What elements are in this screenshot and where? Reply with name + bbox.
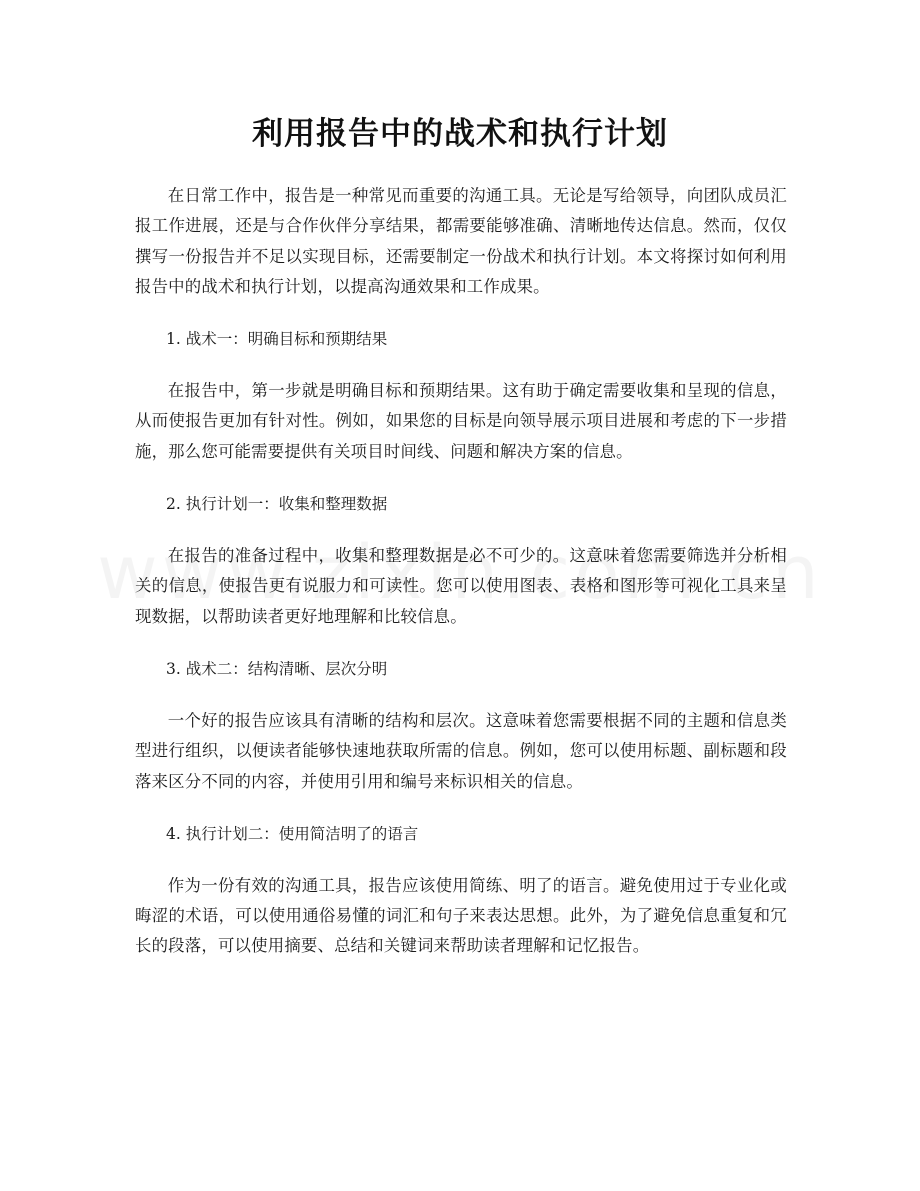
section-heading-2: 2. 执行计划一：收集和整理数据: [166, 495, 388, 514]
document-body: [135, 181, 787, 962]
section-heading-1: 1. 战术一：明确目标和预期结果: [166, 330, 388, 349]
section-heading-4: 4. 执行计划二：使用简洁明了的语言: [166, 824, 419, 843]
intro-paragraph: 在日常工作中，报告是一种常见而重要的沟通工具。无论是写给领导，向团队成员汇报工作进展，还是与合作伙伴分享结果，都需要能够准确、清晰地传达信息。然而，仅仅撰写一份报告并不足以实现目标，还需要制定一份战术和执行计划。本文将探讨如何利用报告中的战术和执行计划，以提高沟通效果和工作成果。: [135, 186, 787, 296]
section-body-1: 在报告中，第一步就是明确目标和预期结果。这有助于确定需要收集和呈现的信息，从而使报告更加有针对性。例如，如果您的目标是向领导展示项目进展和考虑的下一步措施，那么您可能需要提供有关项目时间线、问题和解决方案的信息。: [135, 381, 787, 461]
document-title: 利用报告中的战术和执行计划: [252, 116, 668, 152]
section-body-4: 作为一份有效的沟通工具，报告应该使用简练、明了的语言。避免使用过于专业化或晦涩的术语，可以使用通俗易懂的词汇和句子来表达思想。此外，为了避免信息重复和冗长的段落，可以使用摘要、总结和关键词来帮助读者理解和记忆报告。: [135, 875, 787, 956]
section-body-2: 在报告的准备过程中，收集和整理数据是必不可少的。这意味着您需要筛选并分析相关的信息，使报告更有说服力和可读性。您可以使用图表、表格和图形等可视化工具来呈现数据，以帮助读者更好地理解和比较信息。: [135, 546, 787, 626]
section-heading-3: 3. 战术二：结构清晰、层次分明: [166, 659, 388, 678]
section-body-3: 一个好的报告应该具有清晰的结构和层次。这意味着您需要根据不同的主题和信息类型进行组织，以便读者能够快速地获取所需的信息。例如，您可以使用标题、副标题和段落来区分不同的内容，并使用引用和编号来标识相关的信息。: [135, 710, 787, 791]
